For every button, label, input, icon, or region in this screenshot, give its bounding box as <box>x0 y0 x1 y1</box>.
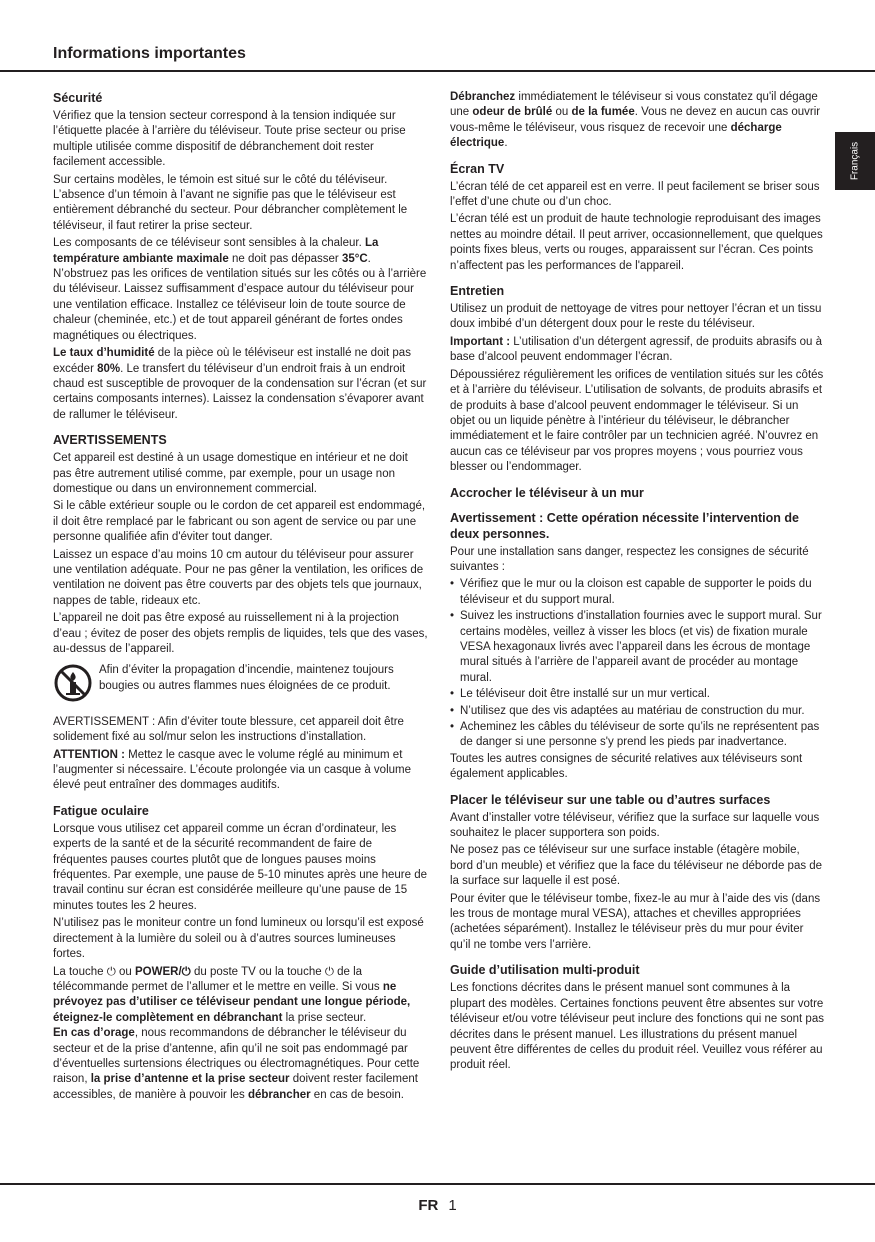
power-icon: ⏻ <box>324 965 334 978</box>
paragraph: En cas d’orage, nous recommandons de débrancher le téléviseur du secteur et de la prise d’antenne, afin qu’il ne soit pas endommagé par d’éventuelles surtensions électriques ou électromagnétiques. Pour cette raison, la prise d’antenne et la prise secteur doivent rester facilement accessibles, de manière à pouvoir les débrancher en cas de besoin. <box>53 1027 420 1101</box>
section-title-entretien: Entretien <box>450 284 505 299</box>
section-title-avertissements: AVERTISSEMENTS <box>53 433 167 448</box>
power-icon: ⏻ <box>181 965 191 978</box>
language-tab-label: Français <box>849 141 861 181</box>
flame-warning <box>53 663 428 708</box>
paragraph: Débranchez immédiatement le téléviseur si vous constatez qu'il dégage une odeur de brûlé ou de la fumée. Vous ne devez en aucun cas ouvrir vous-même le téléviseur, vous risquez de recevoir une décharge électrique. <box>450 91 821 150</box>
paragraph: L’écran télé de cet appareil est en verre. Il peut facilement se briser sous l’effet d’une chute ou d’un choc. <box>450 180 820 209</box>
paragraph: L’appareil ne doit pas être exposé au ruissellement ni à la projection d’eau ; évitez de poser des objets remplis de liquides, tels que des vases, au-dessus de l’appareil. <box>53 612 428 655</box>
paragraph: Ne posez pas ce téléviseur sur une surface instable (étagère mobile, bord d’un meuble) et vérifiez que la face du téléviseur ne déborde pas de la surface sur laquelle il est posé. <box>450 844 823 888</box>
paragraph: Utilisez un produit de nettoyage de vitres pour nettoyer l’écran et un tissu doux imbibé d’un détergent doux pour le reste du téléviseur. <box>450 303 822 331</box>
left-column <box>53 90 428 1103</box>
section-title-table: Placer le téléviseur sur une table ou d’autres surfaces <box>450 792 771 807</box>
paragraph: Le taux d’humidité de la pièce où le téléviseur est installé ne doit pas excéder 80%. Le transfert du téléviseur d’un endroit frais à un endroit chaud est susceptible de provoquer de la condensation sur l’écran (et sur certains composants internes). Laissez la condensation s’évaporer avant de rallumer le téléviseur. <box>53 347 427 421</box>
right-column <box>450 90 825 1076</box>
section-title-fatigue: Fatigue oculaire <box>53 803 149 818</box>
paragraph: Vérifiez que la tension secteur correspond à la tension indiquée sur l’étiquette placée à l’arrière du téléviseur. Toute prise secteur ou prise multiple utilisée comme dispositif de débranchement doit rester facilement accessible. <box>53 110 406 169</box>
paragraph: N’utilisez pas le moniteur contre un fond lumineux ou lorsqu’il est exposé directement à la lumière du soleil ou à d’autres sources lumineuses fortes. <box>53 917 424 961</box>
paragraph: Cet appareil est destiné à un usage domestique en intérieur et ne doit pas être autrement utilisé comme, par exemple, pour un usage non domestique ou dans un environnement commercial. <box>53 452 408 495</box>
page-footer <box>0 1197 875 1214</box>
paragraph: Les composants de ce téléviseur sont sensibles à la chaleur. La température ambiante maximale ne doit pas dépasser 35°C. N’obstruez pas les orifices de ventilation situés sur les côtés ou à l’arrière du téléviseur. Laissez suffisamment d’espace autour du téléviseur pour une ventilation efficace. Installez ce téléviseur loin de toute source de chaleur (cheminée, etc.) et de tout appareil générant de fortes ondes magnétiques ou électriques. <box>53 237 427 342</box>
list-item: • Suivez les instructions d’installation fournies avec le support mural. Sur certains modèles, veillez à visser les blocs (et vis) de fixation murale VESA hexagonaux livrés avec l’appareil dans les écrous de montage mural situés à l’arrière de l’appareil avant de procéder au montage mural. <box>450 609 825 686</box>
paragraph: L’écran télé est un produit de haute technologie reproduisant des images nettes au moindre détail. Il peut arriver, occasionnellement, que quelques points fixes bleus, verts ou rouges, apparaissent sur l’écran. Ces points n’affectent pas les performances de l'appareil. <box>450 213 823 272</box>
paragraph: Pour éviter que le téléviseur tombe, fixez-le au mur à l’aide des vis (dans les trous de montage mural VESA), attaches et chevilles appropriées (achetées séparément). Installez le téléviseur près du mur pour éviter qu’il ne tombe vers l’arrière. <box>450 892 821 951</box>
paragraph: Important : L’utilisation d’un détergent agressif, de produits abrasifs ou à base d’alcool peuvent endommager l’écran. <box>450 335 823 364</box>
section-subtitle-mur: Avertissement : Cette opération nécessite l’intervention de deux personnes. <box>450 510 799 541</box>
wall-mount-list <box>450 577 825 750</box>
language-tab <box>835 132 875 190</box>
paragraph: Pour une installation sans danger, respectez les consignes de sécurité suivantes : <box>450 545 809 573</box>
section-title-mur: Accrocher le téléviseur à un mur <box>450 485 644 500</box>
paragraph: Avant d’installer votre téléviseur, vérifiez que la surface sur laquelle vous souhaitez le placer supportera son poids. <box>450 811 820 840</box>
paragraph: Laissez un espace d’au moins 10 cm autour du téléviseur pour assurer une ventilation adéquate. Pour ne pas gêner la ventilation, les orifices de ventilation ne doivent pas être couverts par des objets tels que journaux, nappes de table, rideaux etc. <box>53 548 424 607</box>
section-title-securite: Sécurité <box>53 91 103 105</box>
paragraph: Si le câble extérieur souple ou le cordon de cet appareil est endommagé, il doit être remplacé par le fabricant ou son agent de service ou par une personne qualifiée afin d'éviter tout danger. <box>53 500 426 544</box>
flame-warning-text: Afin d’éviter la propagation d’incendie, maintenez toujours bougies ou autres flammes nues éloignées de ce produit. <box>99 664 394 692</box>
paragraph: Lorsque vous utilisez cet appareil comme un écran d’ordinateur, les experts de la santé et de la sécurité recommandent de faire de fréquentes pauses courtes plutôt que de longues pauses moins fréquentes. Par exemple, une pause de 5-10 minutes après une heure de travail continu sur écran est considérée meilleure qu’une pause de 15 minutes toutes les 2 heures. <box>53 822 427 912</box>
section-title-guide: Guide d’utilisation multi-produit <box>450 963 640 978</box>
paragraph: La touche ⏻ ou POWER/⏻ du poste TV ou la touche ⏻ de la télécommande permet de l’allumer et le mettre en veille. Si vous ne prévoyez pas d’utiliser ce téléviseur pendant une longue période, éteignez-le complètement en débranchant la prise secteur. <box>53 965 411 1024</box>
paragraph: ATTENTION : Mettez le casque avec le volume réglé au minimum et l’augmenter si nécessaire. L’écoute prolongée via un casque à volume élevé peut entraîner des dommages auditifs. <box>53 748 411 792</box>
list-item: • Le téléviseur doit être installé sur un mur vertical. <box>450 687 825 702</box>
no-open-flame-icon <box>53 663 93 708</box>
footer-language: FR <box>418 1197 439 1214</box>
paragraph: Dépoussiérez régulièrement les orifices de ventilation situés sur les côtés et à l’arrière du téléviseur. L’utilisation de solvants, de produits abrasifs et de produits à base d’alcool peuvent endommager le téléviseur. Si un objet ou un liquide pénètre à l’intérieur du téléviseur, le débrancher immédiatement et le faire contrôler par un technicien agréé. N’ouvrez en aucun cas ce téléviseur par vos propres moyens ; vous pourriez vous blesser ou l’endommager. <box>450 368 824 474</box>
section-title-ecran: Écran TV <box>450 161 505 176</box>
power-icon: ⏻ <box>106 965 116 978</box>
list-item: • Acheminez les câbles du téléviseur de sorte qu’ils ne représentent pas de danger si une personne s'y prend les pieds par inadvertance. <box>450 720 825 751</box>
paragraph: Sur certains modèles, le témoin est situé sur le côté du téléviseur. L’absence d’un témoin à l’avant ne signifie pas que le téléviseur est entièrement débranché du secteur. Pour débrancher complètement le téléviseur, il faut retirer la prise secteur. <box>53 173 408 232</box>
paragraph: AVERTISSEMENT : Afin d’éviter toute blessure, cet appareil doit être solidement fixé au sol/mur selon les instructions d’installation. <box>53 715 404 744</box>
list-item: • N’utilisez que des vis adaptées au matériau de construction du mur. <box>450 704 825 719</box>
page-title: Informations importantes <box>53 45 246 62</box>
header-rule <box>0 70 875 72</box>
footer-rule <box>0 1183 875 1185</box>
page-number: 1 <box>448 1197 457 1214</box>
paragraph: Les fonctions décrites dans le présent manuel sont communes à la plupart des modèles. Certaines fonctions peuvent être absentes sur votre téléviseur et/ou votre téléviseur peut inclure des fonctions qui ne sont pas décrites dans le présent manuel. Les illustrations du présent manuel peuvent être différentes de celles du produit réel. Veuillez vous référer au produit réel. <box>450 982 824 1072</box>
list-item: • Vérifiez que le mur ou la cloison est capable de supporter le poids du téléviseur et du support mural. <box>450 577 825 608</box>
paragraph: Toutes les autres consignes de sécurité relatives aux téléviseurs sont également applicables. <box>450 752 803 781</box>
